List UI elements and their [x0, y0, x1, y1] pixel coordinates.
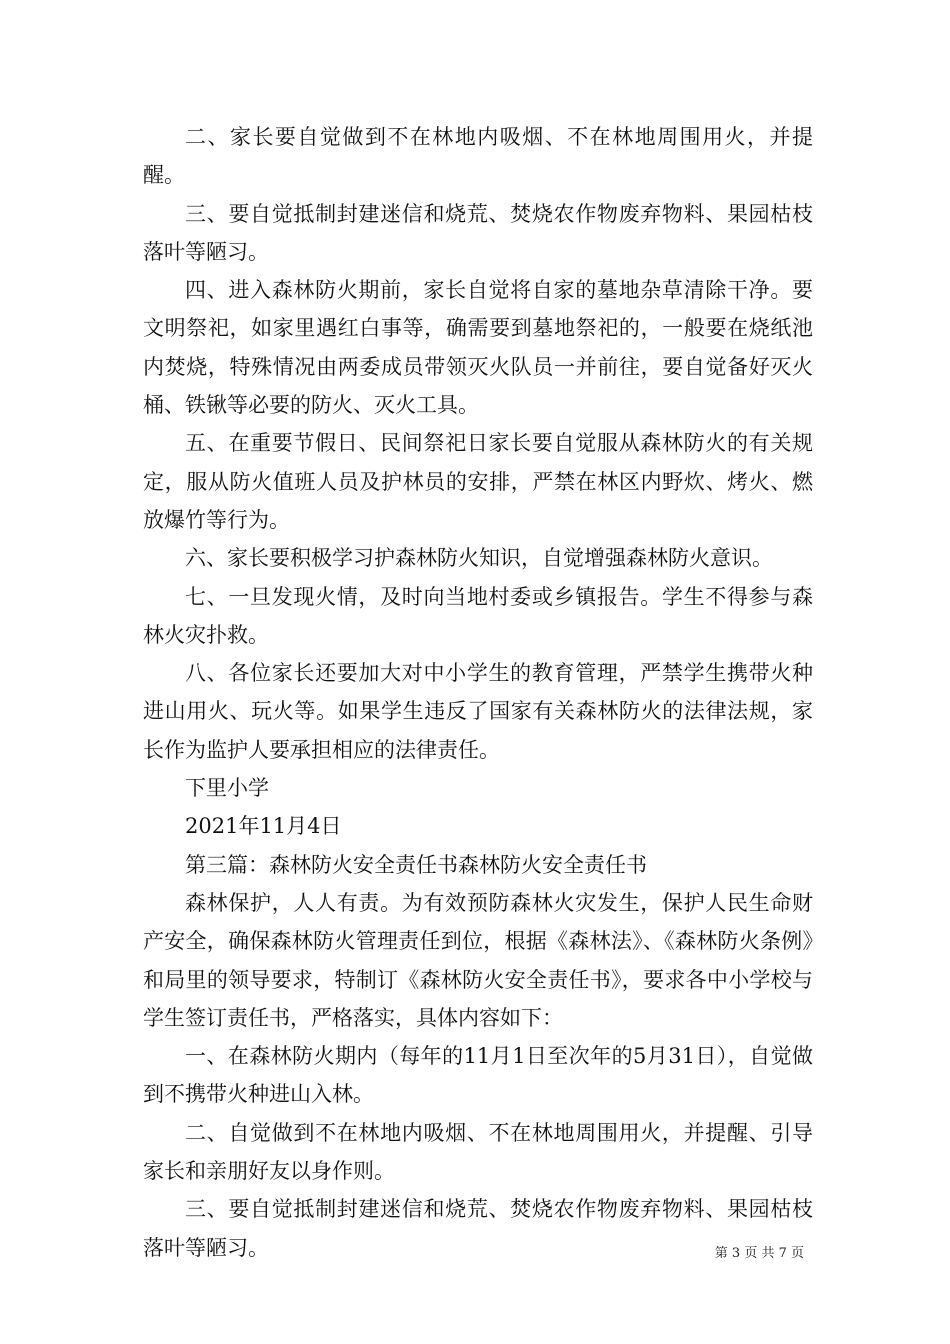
section-heading: 第三篇：森林防火安全责任书森林防火安全责任书: [185, 852, 647, 877]
paragraph: 四、进入森林防火期前，家长自觉将自家的墓地杂草清除干净。要文明祭祀，如家里遇红白事等，确需要到墓地祭祀的，一般要在烧纸池内焚烧，特殊情况由两委成员带领灭火队员一并前往，要自觉备好灭火桶、铁锹等必要的防火、灭火工具。: [143, 278, 813, 418]
paragraph: 三、要自觉抵制封建迷信和烧荒、焚烧农作物废弃物料、果园枯枝落叶等陋习。: [143, 201, 813, 264]
page-number: 第 3 页 共 7 页: [714, 1246, 804, 1261]
paragraph: 五、在重要节假日、民间祭祀日家长要自觉服从森林防火的有关规定，服从防火值班人员及护林员的安排，严禁在林区内野炊、烤火、燃放爆竹等行为。: [143, 431, 813, 532]
paragraph: 森林保护，人人有责。为有效预防森林火灾发生，保护人民生命财产安全，确保森林防火管理责任到位，根据《森林法》、《森林防火条例》和局里的领导要求，特制订《森林防火安全责任书》，要求各中小学校与学生签订责任书，严格落实，具体内容如下：: [143, 890, 813, 1030]
paragraph: 一、在森林防火期内（每年的11月1日至次年的5月31日），自觉做到不携带火种进山入林。: [143, 1044, 813, 1107]
paragraph: 六、家长要积极学习护森林防火知识，自觉增强森林防火意识。: [185, 546, 773, 571]
paragraph: 二、自觉做到不在林地内吸烟、不在林地周围用火，并提醒、引导家长和亲朋好友以身作则。: [143, 1120, 813, 1184]
document-body: [143, 118, 813, 1267]
paragraph: 八、各位家长还要加大对中小学生的教育管理，严禁学生携带火种进山用火、玩火等。如果学生违反了国家有关森林防火的法律法规，家长作为监护人要承担相应的法律责任。: [143, 661, 813, 762]
paragraph: 二、家长要自觉做到不在林地内吸烟、不在林地周围用火，并提醒。: [143, 125, 813, 188]
paragraph: 七、一旦发现火情，及时向当地村委或乡镇报告。学生不得参与森林火灾扑救。: [143, 584, 813, 647]
signature-date: 2021年11月4日: [185, 814, 342, 839]
paragraph: 三、要自觉抵制封建迷信和烧荒、焚烧农作物废弃物料、果园枯枝落叶等陋习。: [143, 1197, 813, 1260]
signature-school: 下里小学: [185, 776, 269, 801]
